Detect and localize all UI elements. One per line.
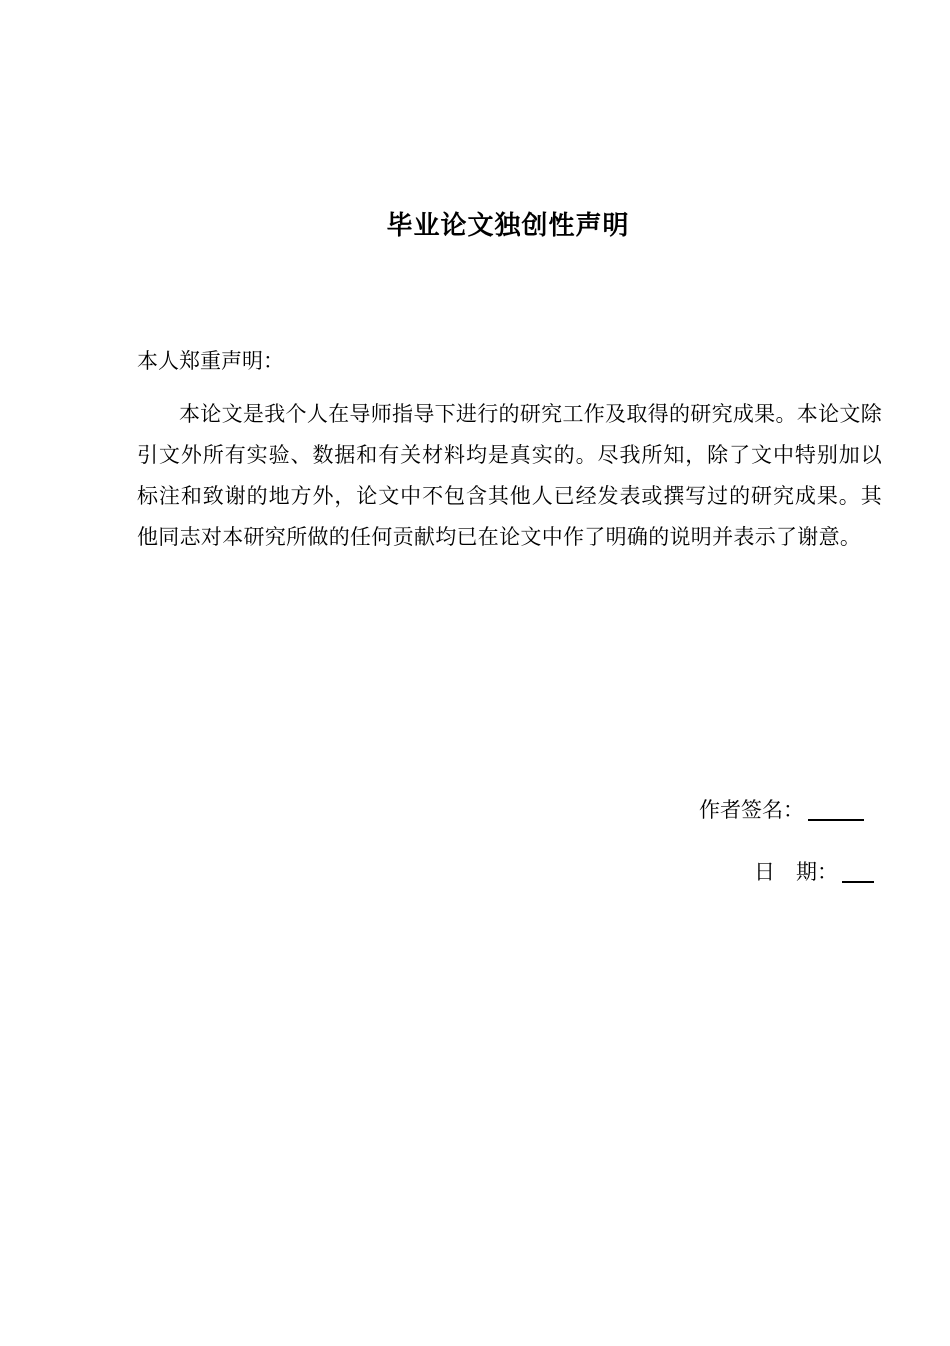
date-row bbox=[754, 856, 874, 888]
date-label: 日 期： bbox=[754, 860, 838, 884]
declaration-body: 本论文是我个人在导师指导下进行的研究工作及取得的研究成果。本论文除引文外所有实验、数据和有关材料均是真实的。尽我所知，除了文中特别加以标注和致谢的地方外，论文中不包含其他人已经发表或撰写过的研究成果。其他同志对本研究所做的任何贡献均已在论文中作了明确的说明并表示了谢意。 bbox=[137, 402, 882, 549]
author-signature-row bbox=[699, 794, 864, 826]
salutation: 本人郑重声明： bbox=[137, 349, 284, 373]
date-blank bbox=[842, 859, 874, 883]
page-title: 毕业论文独创性声明 bbox=[386, 211, 630, 241]
author-signature-label: 作者签名： bbox=[699, 798, 804, 822]
author-signature-blank bbox=[808, 797, 864, 821]
